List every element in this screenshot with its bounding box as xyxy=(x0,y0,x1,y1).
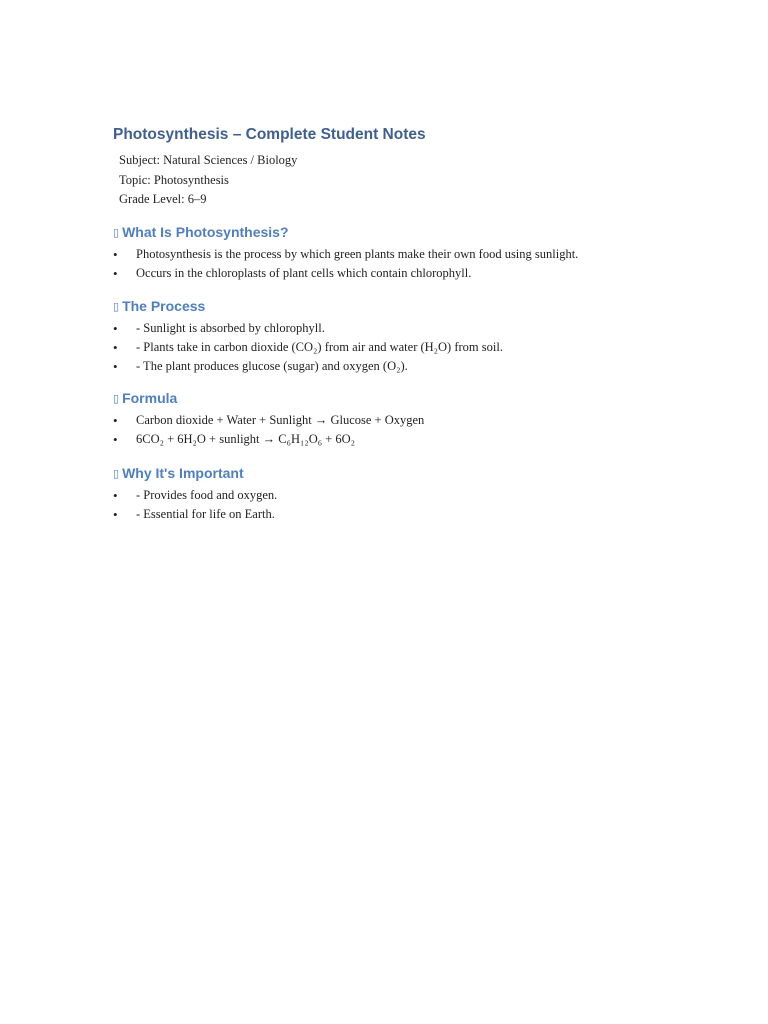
list-item xyxy=(113,338,653,357)
list-item xyxy=(113,411,653,430)
list-item-text: - Sunlight is absorbed by chlorophyll. xyxy=(136,320,325,335)
list-item-text: Carbon dioxide + Water + Sunlight → Glucose + Oxygen xyxy=(136,412,425,427)
section-heading-formula xyxy=(113,388,653,409)
section-heading-label: Why It's Important xyxy=(122,464,244,481)
section-heading-label: What Is Photosynthesis? xyxy=(122,223,289,240)
bullet-icon: • xyxy=(113,506,118,522)
section-heading-label: Formula xyxy=(122,389,178,406)
bullet-list-process xyxy=(113,319,653,376)
chemical-equation: 6CO₂ + 6H₂O + sunlight → C₆H₁₂O₆ + 6O₂ xyxy=(136,431,356,446)
list-item xyxy=(113,430,653,449)
section-heading-process xyxy=(113,296,653,317)
list-item-text: Occurs in the chloroplasts of plant cells which contain chlorophyll. xyxy=(136,265,472,280)
bullet-icon: • xyxy=(113,246,118,262)
document-page xyxy=(113,124,653,524)
bullet-icon: • xyxy=(113,339,118,355)
section-heading-what xyxy=(113,222,653,243)
list-item xyxy=(113,245,653,264)
bullet-icon: • xyxy=(113,320,118,336)
list-item-text: - Essential for life on Earth. xyxy=(136,506,275,521)
page-title: Photosynthesis – Complete Student Notes xyxy=(113,126,426,143)
list-item xyxy=(113,357,653,376)
section-heading-why xyxy=(113,463,653,484)
meta-grade: Grade Level: 6–9 xyxy=(119,192,207,206)
bullet-icon: • xyxy=(113,431,118,447)
bullet-list-why xyxy=(113,486,653,524)
list-item-text: Photosynthesis is the process by which green plants make their own food using sunlight. xyxy=(136,246,579,261)
list-item-text: - The plant produces glucose (sugar) and oxygen (O₂). xyxy=(136,358,408,373)
bullet-icon: • xyxy=(113,265,118,281)
list-item xyxy=(113,505,653,524)
list-item xyxy=(113,264,653,283)
list-item-text: - Provides food and oxygen. xyxy=(136,487,278,502)
bullet-list-what xyxy=(113,245,653,283)
meta-topic: Topic: Photosynthesis xyxy=(119,172,229,187)
meta-subject: Subject: Natural Sciences / Biology xyxy=(119,153,298,167)
document-meta xyxy=(119,151,653,210)
missing-glyph-icon: ▯ xyxy=(113,226,120,239)
bullet-icon: • xyxy=(113,412,118,428)
bullet-icon: • xyxy=(113,358,118,374)
missing-glyph-icon: ▯ xyxy=(113,300,120,313)
missing-glyph-icon: ▯ xyxy=(113,467,120,480)
list-item-text: - Plants take in carbon dioxide (CO₂) from air and water (H₂O) from soil. xyxy=(136,339,503,354)
missing-glyph-icon: ▯ xyxy=(113,392,120,405)
list-item xyxy=(113,319,653,338)
list-item xyxy=(113,486,653,505)
bullet-icon: • xyxy=(113,487,118,503)
bullet-list-formula xyxy=(113,411,653,449)
section-heading-label: The Process xyxy=(122,297,206,314)
